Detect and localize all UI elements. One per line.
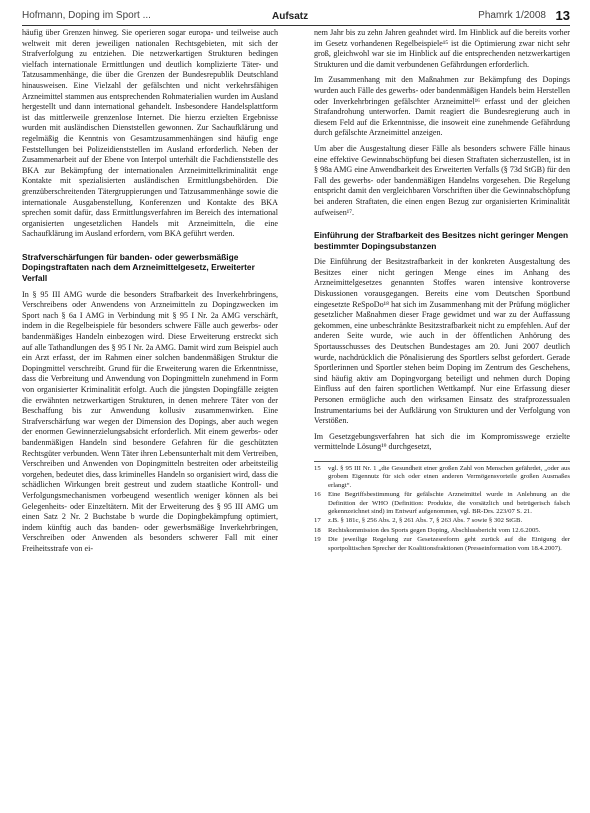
footnote-text: Eine Begriffsbestimmung für gefälschte Arzneimittel wurde in Anlehnung an die Definition der WHO (Definition: Produkte, die vorsätzlich und betrügerisch falsch gekennzeichnet sind) im Entwurf aufgenommen, vgl. BR-Drs. 223/07 S. 21. [328, 491, 570, 515]
right-column [314, 28, 570, 810]
footnote-number: 16 [314, 491, 321, 499]
section-heading: Einführung der Strafbarkeit des Besitzes nicht geringer Mengen bestimmter Dopingsubstanzen [314, 230, 569, 251]
footnotes [314, 461, 570, 553]
left-column [22, 28, 278, 810]
running-header [22, 8, 570, 26]
footnote [314, 491, 570, 516]
paragraph: In § 95 III AMG wurde die besonders Strafbarkeit des Inverkehrbringens, Verschreibens oder Anwendens von Arzneimitteln zu Dopingzwecken im Sport nach § 6a I AMG in Verbindung mit § 95 I Nr. 2a AMG verschärft, indem in die Regelbeispiele für besonders schwere Fälle auch gewerbs- oder bandenmäßiges Handeln einbezogen wird. Diese Erweiterung erstreckt sich auf alle Tathandlungen des § 95 I Nr. 2a AMG. Damit wird zum Beispiel auch ein Arzt erfasst, der im Rahmen einer solchen bandenmäßigen Struktur die Dopingmittel verschreibt. Grund für die Erweiterung waren die Erkenntnisse, dass die Verbreitung und Anwendung von Dopingmitteln zunehmend in Form von organisierter Kriminalität erfolgt. Auch die jüngsten Dopingfälle zeigten die erwähnten netzwerkartigen Strukturen, in denen mehrere Täter von der Beschaffung bis zur Anwendung kollusiv zusammenwirken. Eine Strafverschärfung war wegen der Dimension des Dopings, aber auch wegen der enormen Gewinnerzielungsabsicht erforderlich. Mit einem gewerbs- oder bandenmäßigen Handeln sind besondere Gefahren für die geschützten Rechtsgüter verbunden. Wenn Täter ihren Lebensunterhalt mit dem Vertreiben, Verschreiben und Anwenden von Dopingmitteln bestreiten oder arbeitsteilig vorgehen, bedeutet dies, dass kriminelles Handeln so organisiert wird, dass die schädlichen Wirkungen breit gestreut und zudem staatliche Kontroll- und Verfolgungsmechanismen vorbeugend wesentlich weniger können als bei Gelegenheits- oder Einzeltätern. Mit der Erweiterung des § 95 III AMG um einen Satz 2 Nr. 2 Buchstabe b wurde die Dopingbekämpfung optimiert, indem künftig auch das banden- oder gewerbsmäßige Inverkehrbringen, Verschreiben oder Anwenden als besonders schwerer Fall mit einer Freiheitsstrafe von ei- [22, 289, 278, 553]
footnote-number: 17 [314, 517, 321, 525]
footnote [314, 536, 570, 553]
footnote-text: Die jeweilige Regelung zur Gesetzesreform geht zurück auf die Einigung der sportpolitischen Sprecher der Koalitionsfraktionen (Presseinformation vom 18.4.2007). [328, 536, 570, 552]
header-journal-issue: Phamrk 1/2008 [478, 10, 546, 21]
header-author-title: Hofmann, Doping im Sport ... [22, 10, 151, 21]
footnote-text: vgl. § 95 III Nr. 1 „die Gesundheit einer großen Zahl von Menschen gefährdet, „oder aus grobem Eigennutz für sich oder einen anderen Vermögensvorteile großen Ausmaßes erlangt“. [328, 464, 570, 489]
footnote-number: 19 [314, 536, 321, 544]
footnote [314, 465, 570, 490]
paragraph: häufig über Grenzen hinweg. Sie operieren sogar europa- und teilweise auch weltweit mit deren jeweiligen nationalen Rechtsgebieten, mit sich der Strafverfolgung zu entziehen. Die netzwerkartigen Strukturen bedingen vielfach internationale Ermittlungen und deutlich komplizierte Täter- und Tatzusammenhänge, die über die Grenzen der Bundesrepublik Deutschland hinausweisen. Eine Vielzahl der gefälschten und nicht verkehrsfähigen Arzneimittel stammen aus entsprechenden Rohmaterialien wurden im Ausland hergestellt und dann international gehandelt. Insbesondere Handelsplattform ist das mittlerweile grenzenlose Internet. Die hierzu erzielten Ergebnisse wurden mit ausländischen Dienststellen gewonnen. Zur Sachaufklärung und regelmäßig die Kenntnis von Gesamtzusammenhängen sind häufig enge Feststellungen bei Polizeidienststellen im Ausland erforderlich. Neben der Zusammenarbeit auf der Ebene von Interpol unterhält die Fachdienststelle des BKA zur Bekämpfung der internationalen Arzneimittelkriminalität enge Kontakte mit spezialisierten ausländischen Ermittlungsbehörden. Die grenzüberschreitenden Tätergruppierungen und Tatzusammenhänge sowie die internationale Ausgabenstellung, Konferenzen und Kontakte des BKA sprechen somit dafür, dass Ermittlungsverfahren im Bereich des international organisierten ungesetzlichen Handels mit Arzneimitteln, die eine Sachaufklärung im Ausland erfordern, vom BKA geführt werden. [22, 28, 278, 239]
footnote [314, 527, 570, 535]
header-rule [22, 25, 570, 26]
paragraph: Die Einführung der Besitzstrafbarkeit in der konkreten Ausgestaltung des Besitzes einer nicht geringen Menge eines im Anhang des Arzneimittelgesetzes genannten Stoffes waren intensive kontroverse Diskussionen vorausgegangen. Bereits eine vom Deutschen Sportbund eingesetzte ReSpoDo¹⁸ hat sich im Zusammenhang mit der Prüfung möglicher gesetzlicher Maßnahmen dieser Frage gewidmet und war zu der Auffassung gekommen, eine unbeschränkte Besitzstrafbarkeit nicht zu empfehlen. Auf der anderen Seite wurde, wie auch in der öffentlichen Anhörung des Sportausschusses des Deutschen Bundestages am 20. Juni 2007 deutlich wurde, nachdrücklich die Pönalisierung des Sportlers selbst gefordert. Gerade Sportlerinnen und Sportler stehen beim Doping im Zentrum des Geschehens, sind häufig aktiv am Dopingvorgang beteiligt und nehmen durch Doping Einfluss auf den fairen sportlichen Wettkampf. Nur eine Erfassung dieser Personen ermögliche auch den wirksamen Einsatz des strafprozessualen Instrumentariums bei der Aufklärung von Strukturen und der Verfolgung von Verstößen. [314, 257, 570, 426]
paragraph: Im Gesetzgebungsverfahren hat sich die im Kompromisswege erzielte vermittelnde Lösung¹⁹ durchgesetzt, [314, 431, 570, 452]
footnote-number: 15 [314, 464, 321, 472]
page-number: 13 [555, 8, 570, 23]
section-heading: Strafverschärfungen für banden- oder gewerbsmäßige Dopingstraftaten nach dem Arzneimittelgesetz, Erweiterter Verfall [22, 251, 255, 284]
paragraph: Im Zusammenhang mit den Maßnahmen zur Bekämpfung des Dopings wurden auch Fälle des gewerbs- oder bandenmäßigen Handels beim Herstellen oder Inverkehrbringen gefälschter Arzneimittel¹⁶ erfasst und der gleichen Strafandrohung unterworfen. Damit reagiert die Bundesregierung auch in diesem Feld auf die Erkenntnisse, die insoweit eine zunehmende Gefährdung durch gefälschte Arzneimittel anzeigen. [314, 75, 570, 138]
footnote-text: z.B. § 181c, § 256 Abs. 2, § 261 Abs. 7, § 263 Abs. 7 sowie § 302 StGB. [328, 517, 523, 525]
paragraph: Um aber die Ausgestaltung dieser Fälle als besonders schwere Fälle hinaus eine effektive Gewinnabschöpfung bei diesen Straftaten sicherzustellen, ist in § 98a AMG eine Anwendbarkeit des Erweiterten Verfalls (§ 73d StGB) für den Fall des gewerbs- oder bandenmäßigen Handelns vorgesehen. Die Regelung entspricht damit den vergleichbaren Vorschriften über die Gewinnabschöpfung bei anderen Straftaten, die einen engen Bezug zur organisierten Kriminalität aufweisen¹⁷. [314, 143, 570, 217]
footnote-text: Rechtskommission des Sports gegen Doping, Abschlussbericht vom 12.6.2005. [328, 526, 541, 534]
footnote-number: 18 [314, 526, 321, 534]
paragraph: nem Jahr bis zu zehn Jahren geahndet wird. Im Hinblick auf die bereits vorher im Gesetz vorhandenen Regelbeispiele¹⁵ ist die Optimierung zwar nicht sehr groß, gleichwohl war sie im Hinblick auf die entsprechenden netzwerkartigen Strukturen und die damit verbundenen Gefährdungen erforderlich. [314, 28, 570, 69]
header-section-label: Aufsatz [272, 11, 309, 22]
footnote [314, 517, 570, 525]
